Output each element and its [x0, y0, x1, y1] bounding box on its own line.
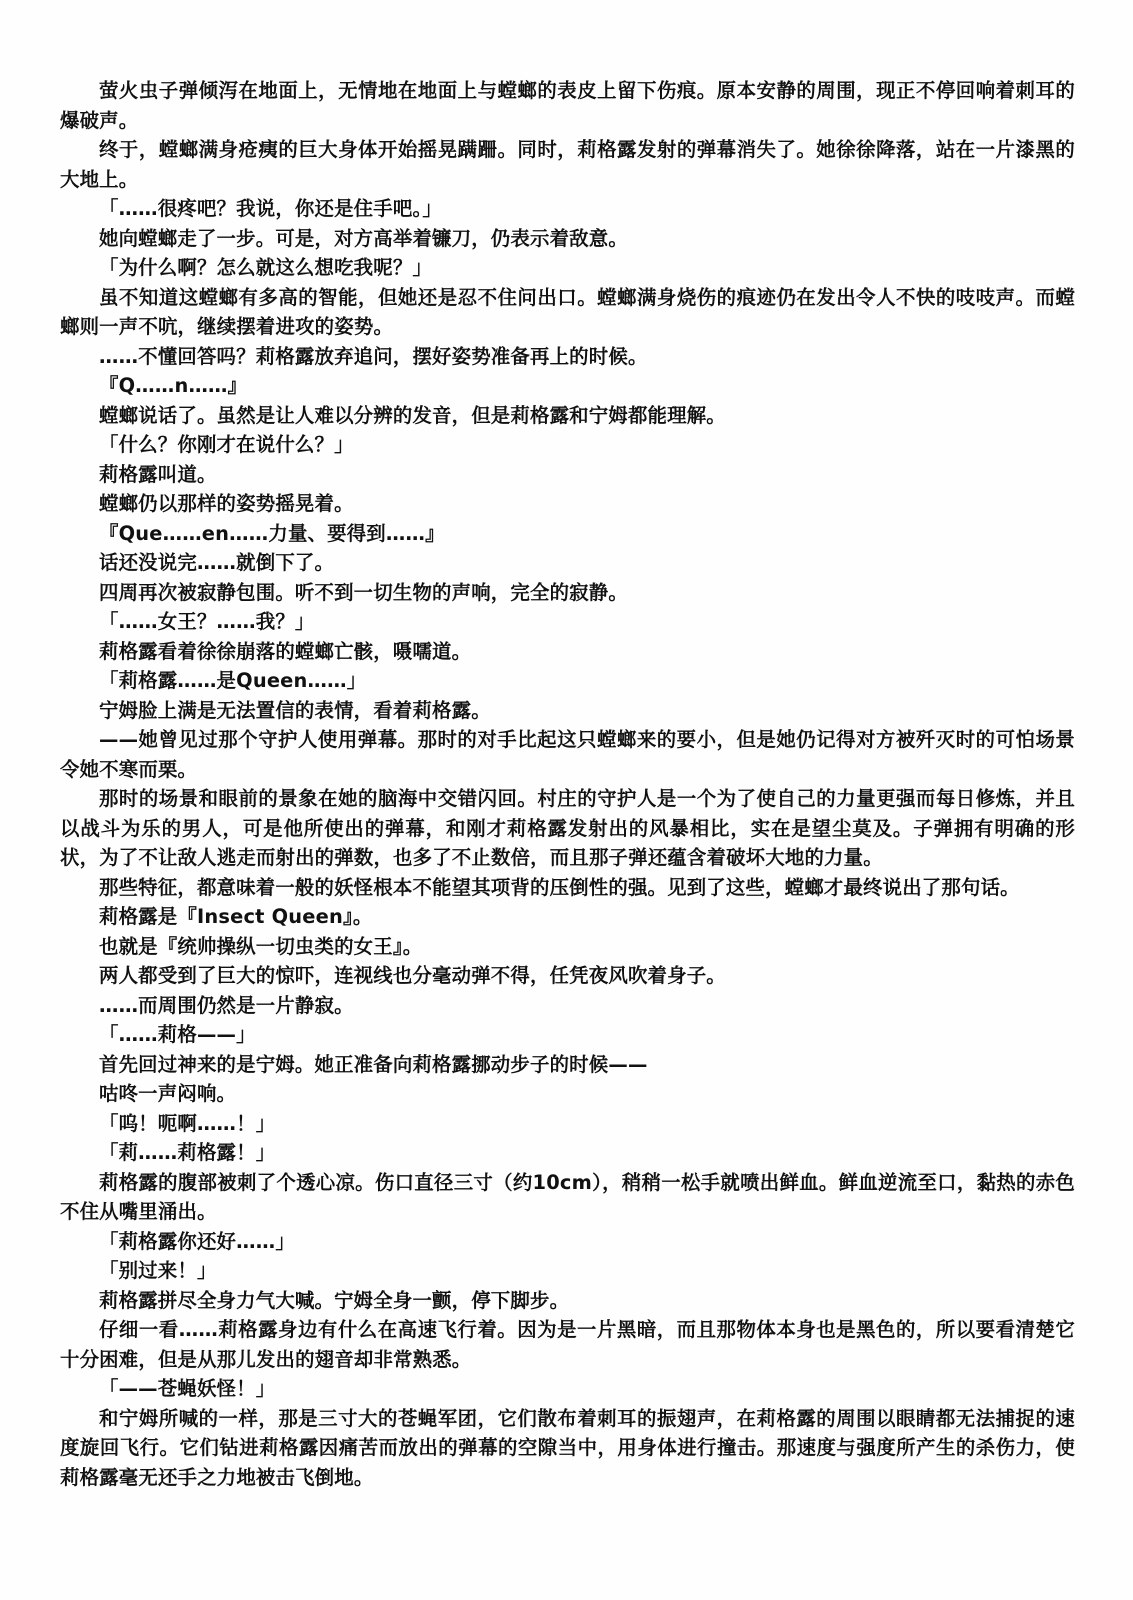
paragraph-14: 话还没说完……就倒下了。	[99, 551, 335, 574]
paragraph-34: 「别过来！」	[99, 1259, 217, 1282]
paragraph-8: 『Q……n……』	[99, 374, 248, 397]
paragraph-15: 四周再次被寂静包围。听不到一切生物的声响，完全的寂静。	[99, 580, 628, 604]
paragraph-7: ……不懂回答吗？莉格露放弃追问，摆好姿势准备再上的时候。	[99, 344, 648, 368]
paragraph-26: ……而周围仍然是一片静寂。	[99, 993, 354, 1017]
paragraph-30: 「呜！呃啊……！」	[99, 1111, 276, 1135]
paragraph-6: 虽不知道这螳螂有多高的智能，但她还是忍不住问出口。螳螂满身烧伤的痕迹仍在发出令人不快的吱吱声。而螳螂则一声不吭，继续摆着进攻的姿势。	[60, 285, 1075, 338]
paragraph-12: 螳螂仍以那样的姿势摇晃着。	[99, 492, 354, 515]
paragraph-2: 终于，螳螂满身疮痍的巨大身体开始摇晃蹒跚。同时，莉格露发射的弹幕消失了。她徐徐降落，站在一片漆黑的大地上。	[60, 138, 1075, 191]
paragraph-13: 『Que……en……力量、要得到……』	[99, 521, 445, 545]
paragraph-32: 莉格露的腹部被刺了个透心凉。伤口直径三寸（约10cm），稍稍一松手就喷出鲜血。鲜血逆流至口，黏热的赤色不住从嘴里涌出。	[60, 1170, 1075, 1223]
paragraph-36: 仔细一看……莉格露身边有什么在高速飞行着。因为是一片黑暗，而且那物体本身也是黑色的，所以要看清楚它十分困难，但是从那儿发出的翅音却非常熟悉。	[60, 1318, 1075, 1371]
paragraph-4: 她向螳螂走了一步。可是，对方高举着镰刀，仍表示着敌意。	[99, 226, 628, 250]
paragraph-28: 首先回过神来的是宁姆。她正准备向莉格露挪动步子的时候——	[99, 1052, 648, 1076]
paragraph-38: 和宁姆所喊的一样，那是三寸大的苍蝇军团，它们散布着刺耳的振翅声，在莉格露的周围以眼睛都无法捕捉的速度旋回飞行。它们钻进莉格露因痛苦而放出的弹幕的空隙当中，用身体进行撞击。那速度与强度所产生的杀伤力，使莉格露毫无还手之力地被击飞倒地。	[60, 1406, 1075, 1489]
paragraph-29: 咕咚一声闷响。	[99, 1082, 237, 1105]
paragraph-31: 「莉……莉格露！」	[99, 1141, 276, 1164]
paragraph-5: 「为什么啊？怎么就这么想吃我呢？」	[99, 256, 433, 279]
paragraph-17: 莉格露看着徐徐崩落的螳螂亡骸，嗫嚅道。	[99, 639, 472, 663]
paragraph-19: 宁姆脸上满是无法置信的表情，看着莉格露。	[99, 698, 491, 722]
paragraph-10: 「什么？你刚才在说什么？」	[99, 433, 354, 456]
paragraph-18: 「莉格露……是Queen……」	[99, 669, 367, 692]
paragraph-3: 「……很疼吧？我说，你还是住手吧。」	[99, 197, 442, 220]
paragraph-25: 两人都受到了巨大的惊吓，连视线也分毫动弹不得，任凭夜风吹着身子。	[99, 964, 726, 987]
paragraph-35: 莉格露拼尽全身力气大喊。宁姆全身一颤，停下脚步。	[99, 1288, 570, 1312]
paragraph-20: ——她曾见过那个守护人使用弹幕。那时的对手比起这只螳螂来的要小，但是她仍记得对方被歼灭时的可怕场景令她不寒而栗。	[60, 728, 1075, 781]
paragraph-33: 「莉格露你还好……」	[99, 1229, 295, 1253]
paragraph-21: 那时的场景和眼前的景象在她的脑海中交错闪回。村庄的守护人是一个为了使自己的力量更强而每日修炼，并且以战斗为乐的男人，可是他所使出的弹幕，和刚才莉格露发射出的风暴相比，实在是望尘莫及。子弹拥有明确的形状，为了不让敌人逃走而射出的弹数，也多了不止数倍，而且那子弹还蕴含着破坏大地的力量。	[60, 787, 1075, 869]
paragraph-11: 莉格露叫道。	[99, 462, 217, 486]
paragraph-22: 那些特征，都意味着一般的妖怪根本不能望其项背的压倒性的强。见到了这些，螳螂才最终说出了那句话。	[99, 875, 1020, 899]
paragraph-23: 莉格露是『Insect Queen』。	[99, 905, 373, 928]
paragraph-16: 「……女王？……我？」	[99, 610, 315, 633]
paragraph-9: 螳螂说话了。虽然是让人难以分辨的发音，但是莉格露和宁姆都能理解。	[99, 403, 726, 427]
novel-text-body	[60, 76, 1075, 1492]
paragraph-37: 「——苍蝇妖怪！」	[99, 1377, 276, 1400]
paragraph-24: 也就是『统帅操纵一切虫类的女王』。	[99, 934, 423, 958]
paragraph-1: 萤火虫子弹倾泻在地面上，无情地在地面上与螳螂的表皮上留下伤痕。原本安静的周围，现正不停回响着刺耳的爆破声。	[60, 79, 1075, 132]
paragraph-27: 「……莉格——」	[99, 1023, 256, 1046]
